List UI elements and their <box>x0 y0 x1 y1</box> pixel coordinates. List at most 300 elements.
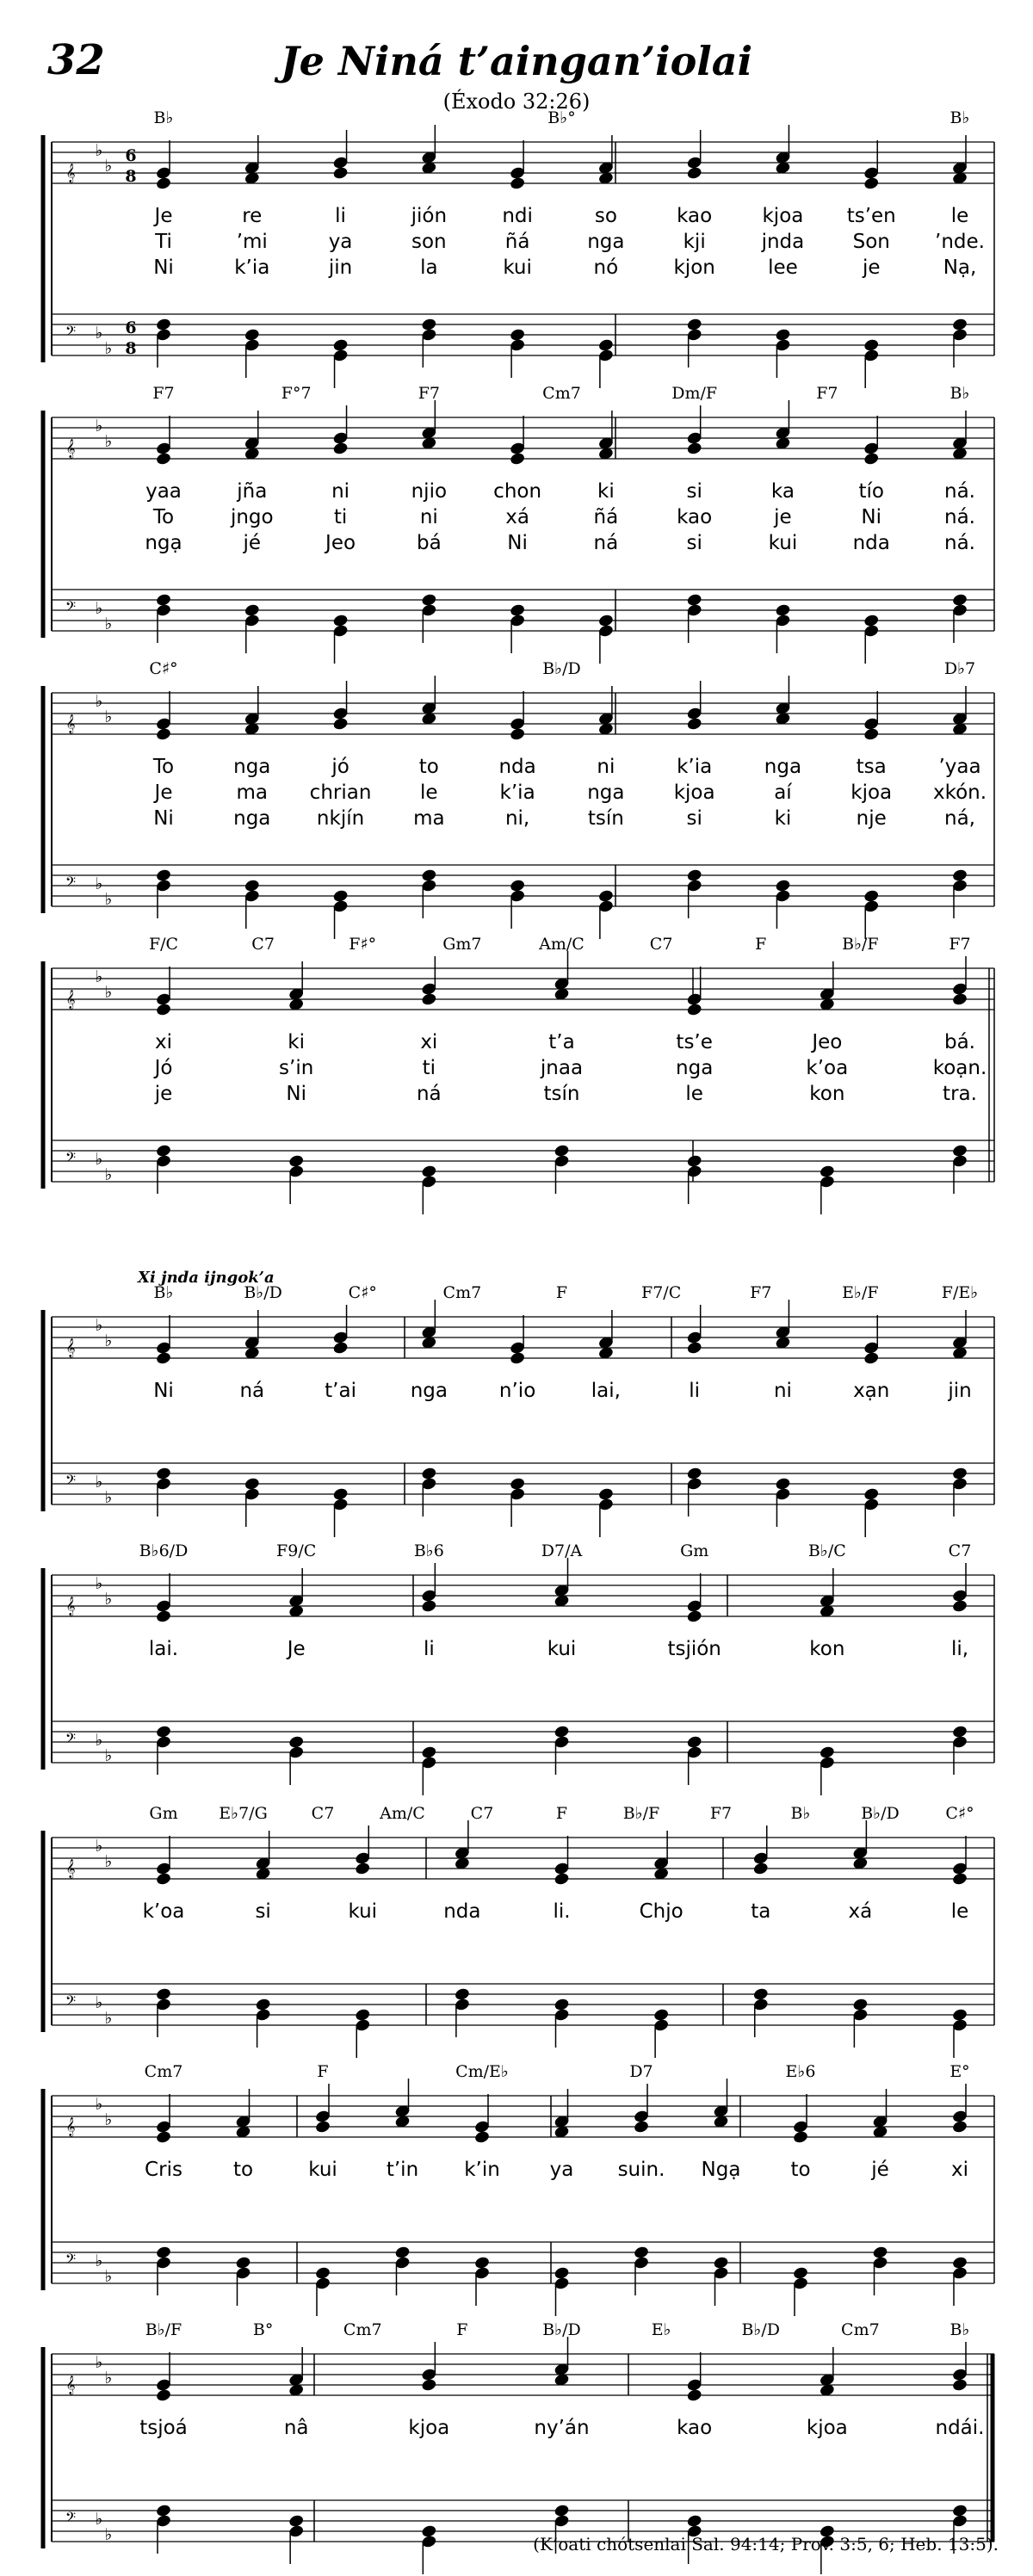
treble-note <box>951 992 968 1007</box>
treble-clef: 𝄞 <box>65 1338 76 1357</box>
flat-sign: ♭ <box>95 1316 103 1335</box>
flat-sign: ♭ <box>104 2110 113 2129</box>
treble-note <box>421 1599 437 1614</box>
treble-note <box>951 1599 968 1614</box>
treble-note <box>421 2378 437 2393</box>
lyric-syllable: nkjín <box>316 807 365 830</box>
lyric-syllable: ti <box>333 506 348 528</box>
lyric-syllable: nda <box>852 532 890 554</box>
lyric-syllable: nga <box>410 1380 448 1402</box>
lyric-syllable: Son <box>852 231 890 253</box>
flat-sign: ♭ <box>104 1590 113 1609</box>
lyric-syllable: n’io <box>498 1380 536 1402</box>
treble-note <box>332 442 349 456</box>
lyric-syllable: yaa <box>145 480 182 503</box>
lyric-syllable: lai, <box>591 1380 621 1402</box>
chord-symbol: B♭/D <box>542 659 581 678</box>
chord-symbol: F7 <box>152 384 175 403</box>
lyric-syllable: kao <box>677 205 713 227</box>
lyric-syllable: kui <box>348 1900 378 1923</box>
chord-symbol: Am/C <box>380 1804 425 1823</box>
lyric-syllable: To <box>152 756 175 778</box>
lyric-syllable: kao <box>677 506 713 528</box>
flat-sign: ♭ <box>104 1488 113 1507</box>
treble-note <box>951 2120 968 2134</box>
lyric-syllable: t’a <box>548 1031 575 1053</box>
chord-symbol: E♭7/G <box>219 1804 268 1823</box>
lyric-syllable: Jó <box>154 1057 173 1079</box>
flat-sign: ♭ <box>104 2009 113 2028</box>
chord-symbol: B♭ <box>949 108 970 127</box>
lyric-syllable: kji <box>683 231 706 253</box>
lyric-syllable: le <box>950 205 969 227</box>
treble-note <box>155 2388 171 2403</box>
lyric-syllable: Cris <box>145 2159 182 2181</box>
treble-note <box>155 1003 171 1017</box>
flat-sign: ♭ <box>104 707 113 726</box>
chord-symbol: B♭ <box>790 1804 811 1823</box>
lyric-syllable: To <box>152 506 175 528</box>
lyric-syllable: ngạ <box>145 532 182 554</box>
chord-symbol: C♯° <box>945 1804 974 1823</box>
lyric-syllable: jé <box>243 532 262 554</box>
treble-note <box>951 1872 968 1887</box>
lyric-syllable: ná. <box>944 532 975 554</box>
chord-symbol: F9/C <box>276 1541 317 1560</box>
lyric-syllable: li, <box>950 1638 969 1660</box>
bass-clef: 𝄢 <box>65 1150 77 1169</box>
chord-symbol: F <box>555 1804 568 1823</box>
lyric-syllable: ts’en <box>846 205 896 227</box>
lyric-syllable: jin <box>948 1380 972 1402</box>
chord-symbol: F7/C <box>641 1283 682 1302</box>
flat-sign: ♭ <box>104 1331 113 1350</box>
chord-symbol: F♯° <box>349 935 377 954</box>
chord-symbol: C7 <box>311 1804 335 1823</box>
chord-symbol: Gm <box>680 1541 709 1560</box>
flat-sign: ♭ <box>95 967 103 986</box>
lyric-syllable: kon <box>809 1083 845 1105</box>
chord-symbol: F7 <box>418 384 440 403</box>
bass-clef: 𝄢 <box>65 1731 77 1750</box>
treble-note <box>686 1341 702 1356</box>
treble-clef: 𝄞 <box>65 990 76 1009</box>
lyric-syllable: le <box>420 781 438 804</box>
lyric-syllable: le <box>685 1083 703 1105</box>
lyric-syllable: xi <box>950 2159 969 2181</box>
lyric-syllable: ná, <box>944 807 975 830</box>
flat-sign: ♭ <box>104 890 113 909</box>
flat-sign: ♭ <box>95 692 103 711</box>
lyric-syllable: la <box>420 256 438 279</box>
chord-symbol: Cm7 <box>442 1283 482 1302</box>
lyric-syllable: nga <box>587 231 625 253</box>
lyric-syllable: xi <box>154 1031 173 1053</box>
flat-sign: ♭ <box>95 141 103 160</box>
treble-note <box>951 2378 968 2393</box>
hymn-title: Je Niná t’aingan’iolai <box>280 38 753 84</box>
chord-symbol: C7 <box>470 1804 494 1823</box>
lyric-syllable: kjoa <box>806 2417 848 2439</box>
lyric-syllable: li. <box>553 1900 571 1923</box>
lyric-syllable: jnda <box>761 231 805 253</box>
treble-note <box>155 176 171 191</box>
lyric-syllable: si <box>686 480 702 503</box>
lyric-syllable: xá <box>848 1900 873 1923</box>
bass-clef: 𝄢 <box>65 1473 77 1492</box>
lyric-syllable: kjon <box>673 256 715 279</box>
chord-symbol: C♯° <box>348 1283 377 1302</box>
lyric-syllable: aí <box>774 781 792 804</box>
lyric-syllable: ny’án <box>534 2417 590 2439</box>
flat-sign: ♭ <box>104 1746 113 1765</box>
lyric-syllable: Chjo <box>639 1900 684 1923</box>
chord-symbol: F <box>456 2320 468 2339</box>
lyric-syllable: Ti <box>155 231 172 253</box>
lyric-syllable: Ni <box>153 1380 174 1402</box>
chord-symbol: F7 <box>709 1804 733 1823</box>
chord-symbol: B♭/F <box>622 1804 660 1823</box>
lyric-syllable: nó <box>593 256 619 279</box>
flat-sign: ♭ <box>95 1731 103 1750</box>
chord-symbol: B♭ <box>949 2320 970 2339</box>
lyric-syllable: chon <box>493 480 542 503</box>
flat-sign: ♭ <box>95 324 103 343</box>
lyric-syllable: to <box>418 756 439 778</box>
lyric-syllable: nga <box>764 756 802 778</box>
flat-sign: ♭ <box>104 983 113 1002</box>
lyric-syllable: koạn. <box>932 1057 987 1079</box>
treble-clef: 𝄞 <box>65 439 76 458</box>
chord-symbol: C7 <box>649 935 673 954</box>
chord-symbol: Cm7 <box>542 384 581 403</box>
treble-note <box>155 1351 171 1366</box>
lyric-syllable: tío <box>858 480 884 503</box>
flat-sign: ♭ <box>95 1473 103 1492</box>
chord-symbol: F7 <box>949 935 971 954</box>
lyric-syllable: s’in <box>279 1057 314 1079</box>
lyric-syllable: bá. <box>943 1031 976 1053</box>
flat-sign: ♭ <box>104 339 113 358</box>
lyric-syllable: kao <box>677 2417 713 2439</box>
treble-note <box>473 2130 490 2145</box>
chord-symbol: B♭/F <box>145 2320 182 2339</box>
chord-symbol: F <box>555 1283 568 1302</box>
flat-sign: ♭ <box>95 417 103 436</box>
lyric-syllable: to <box>790 2159 811 2181</box>
treble-clef: 𝄞 <box>65 1859 76 1878</box>
lyric-syllable: xá <box>505 506 529 528</box>
lyric-syllable: kjoa <box>851 781 893 804</box>
chord-symbol: B♭/D <box>741 2320 781 2339</box>
lyric-syllable: xkón. <box>932 781 987 804</box>
lyric-syllable: jó <box>331 756 349 778</box>
chord-symbol: B♭/C <box>807 1541 846 1560</box>
lyric-syllable: nda <box>498 756 536 778</box>
lyric-syllable: kui <box>503 256 532 279</box>
chord-symbol: D7/A <box>541 1541 583 1560</box>
treble-note <box>863 176 880 191</box>
flat-sign: ♭ <box>95 874 103 893</box>
treble-note <box>155 452 171 466</box>
chord-symbol: B♭ <box>949 384 970 403</box>
lyric-syllable: ni <box>331 480 350 503</box>
treble-note <box>155 1872 171 1887</box>
chord-symbol: B♭/D <box>244 1283 282 1302</box>
lyric-syllable: kui <box>547 1638 577 1660</box>
lyric-syllable: k’oa <box>806 1057 849 1079</box>
lyric-syllable: si <box>686 532 702 554</box>
lyric-syllable: Ni <box>507 532 528 554</box>
lyric-syllable: ná <box>593 532 619 554</box>
lyric-syllable: je <box>862 256 881 279</box>
lyric-syllable: ki <box>597 480 615 503</box>
lyric-syllable: tra. <box>943 1083 977 1105</box>
treble-note <box>510 176 526 191</box>
section-label: Xi jnda ijngok’a <box>138 1269 275 1287</box>
lyric-syllable: nda <box>443 1900 481 1923</box>
treble-note <box>332 1341 349 1356</box>
chord-symbol: Gm <box>149 1804 178 1823</box>
lyric-syllable: ñá <box>504 231 530 253</box>
lyric-syllable: lee <box>768 256 798 279</box>
chord-symbol: Gm7 <box>442 935 482 954</box>
lyric-syllable: nje <box>856 807 887 830</box>
chord-symbol: Dm/F <box>671 384 718 403</box>
lyric-syllable: ni, <box>504 807 530 830</box>
lyric-syllable: re <box>242 205 263 227</box>
flat-sign: ♭ <box>104 2267 113 2286</box>
chord-symbol: Cm/E♭ <box>455 2062 509 2081</box>
chord-symbol: F7 <box>816 384 838 403</box>
lyric-syllable: kui <box>768 532 798 554</box>
lyric-syllable: nga <box>587 781 625 804</box>
lyric-syllable: Ni <box>861 506 882 528</box>
lyric-syllable: ná <box>239 1380 265 1402</box>
time-signature-top: 6 <box>125 318 137 337</box>
chord-symbol: F°7 <box>281 384 312 403</box>
lyric-syllable: ndái. <box>935 2417 985 2439</box>
treble-note <box>155 2130 171 2145</box>
hymn-number: 32 <box>47 36 105 84</box>
lyric-syllable: kjoa <box>762 205 804 227</box>
lyric-syllable: tsín <box>543 1083 580 1105</box>
lyric-syllable: xi <box>420 1031 438 1053</box>
lyric-syllable: ná. <box>944 480 975 503</box>
treble-note <box>332 717 349 732</box>
lyric-syllable: Ni <box>286 1083 306 1105</box>
lyric-syllable: Ngạ <box>701 2159 741 2181</box>
lyric-syllable: je <box>774 506 792 528</box>
flat-sign: ♭ <box>95 2353 103 2372</box>
lyric-syllable: ki <box>288 1031 306 1053</box>
lyric-syllable: xạn <box>853 1380 890 1402</box>
lyric-syllable: kon <box>809 1638 845 1660</box>
treble-note <box>314 2120 331 2134</box>
lyric-syllable: Jeo <box>812 1031 843 1053</box>
chord-symbol: B♭6/D <box>139 1541 189 1560</box>
chord-symbol: B♭° <box>547 108 576 127</box>
lyric-syllable: nâ <box>283 2417 309 2439</box>
lyric-syllable: bá <box>416 532 442 554</box>
lyric-syllable: suin. <box>617 2159 665 2181</box>
lyric-syllable: ñá <box>593 506 619 528</box>
chord-symbol: F <box>317 2062 329 2081</box>
treble-note <box>633 2120 649 2134</box>
chord-symbol: E° <box>949 2062 970 2081</box>
lyric-syllable: nga <box>233 807 271 830</box>
lyric-syllable: k’ia <box>677 756 713 778</box>
lyric-syllable: ti <box>422 1057 436 1079</box>
chord-symbol: Am/C <box>539 935 585 954</box>
treble-clef: 𝄞 <box>65 2375 76 2394</box>
chord-symbol: C7 <box>948 1541 972 1560</box>
flat-sign: ♭ <box>95 2095 103 2114</box>
flat-sign: ♭ <box>95 1150 103 1169</box>
time-signature-top: 6 <box>125 146 137 165</box>
treble-note <box>792 2130 808 2145</box>
lyric-syllable: ki <box>774 807 792 830</box>
treble-note <box>155 1609 171 1624</box>
treble-note <box>510 1351 526 1366</box>
lyric-syllable: si <box>255 1900 271 1923</box>
treble-note <box>686 442 702 456</box>
treble-note <box>686 717 702 732</box>
lyric-syllable: Je <box>154 781 173 804</box>
treble-clef: 𝄞 <box>65 164 76 182</box>
lyric-syllable: son <box>411 231 447 253</box>
scripture-reference: (Éxodo 32:26) <box>442 90 591 114</box>
lyric-syllable: lai. <box>148 1638 179 1660</box>
lyric-syllable: nga <box>676 1057 714 1079</box>
lyric-syllable: ya <box>549 2159 574 2181</box>
lyric-syllable: ná <box>416 1083 442 1105</box>
lyric-syllable: jin <box>328 256 353 279</box>
lyric-syllable: ni <box>597 756 615 778</box>
treble-note <box>863 452 880 466</box>
lyric-syllable: chrian <box>309 781 372 804</box>
lyric-syllable: kui <box>308 2159 337 2181</box>
lyric-syllable: jña <box>237 480 268 503</box>
bass-clef: 𝄢 <box>65 1993 77 2012</box>
lyric-syllable: Je <box>287 1638 306 1660</box>
treble-note <box>332 166 349 181</box>
lyric-syllable: jnaa <box>540 1057 584 1079</box>
chord-symbol: Cm7 <box>343 2320 382 2339</box>
lyric-syllable: k’oa <box>142 1900 185 1923</box>
flat-sign: ♭ <box>104 2369 113 2388</box>
chord-symbol: B♭/F <box>842 935 879 954</box>
flat-sign: ♭ <box>95 2510 103 2529</box>
treble-note <box>155 727 171 742</box>
lyric-syllable: tsín <box>587 807 624 830</box>
lyric-syllable: Jeo <box>325 532 356 554</box>
lyric-syllable: kjoa <box>673 781 715 804</box>
lyric-syllable: ma <box>413 807 445 830</box>
lyric-syllable: ’nde. <box>935 231 985 253</box>
chord-symbol: Cm7 <box>144 2062 183 2081</box>
chord-symbol: F/E♭ <box>941 1283 979 1302</box>
bass-clef: 𝄢 <box>65 874 77 893</box>
chord-symbol: B♭ <box>153 1283 174 1302</box>
chord-symbol: B♭/D <box>542 2320 581 2339</box>
lyric-syllable: si <box>686 807 702 830</box>
lyric-syllable: k’in <box>464 2159 500 2181</box>
lyric-syllable: ts’e <box>676 1031 713 1053</box>
bass-clef: 𝄢 <box>65 324 77 343</box>
lyric-syllable: jión <box>411 205 448 227</box>
lyric-syllable: ná. <box>944 506 975 528</box>
lyric-syllable: tsa <box>856 756 887 778</box>
flat-sign: ♭ <box>104 432 113 451</box>
treble-clef: 𝄞 <box>65 1597 76 1615</box>
chord-symbol: D♭7 <box>943 659 976 678</box>
treble-note <box>355 1862 371 1876</box>
treble-note <box>686 1003 702 1017</box>
lyric-syllable: Je <box>154 205 173 227</box>
treble-note <box>510 452 526 466</box>
chord-symbol: E♭6 <box>785 2062 816 2081</box>
lyric-syllable: tsjoá <box>139 2417 188 2439</box>
lyric-syllable: ta <box>751 1900 771 1923</box>
lyric-syllable: jé <box>871 2159 889 2181</box>
flat-sign: ♭ <box>95 1993 103 2012</box>
lyric-syllable: to <box>232 2159 254 2181</box>
chord-symbol: F7 <box>750 1283 772 1302</box>
treble-clef: 𝄞 <box>65 2117 76 2136</box>
lyric-syllable: ya <box>328 231 353 253</box>
treble-note <box>863 1351 880 1366</box>
chord-symbol: D7 <box>629 2062 653 2081</box>
flat-sign: ♭ <box>104 615 113 633</box>
treble-note <box>863 727 880 742</box>
lyric-syllable: je <box>154 1083 173 1105</box>
lyric-syllable: nga <box>233 756 271 778</box>
bass-clef: 𝄢 <box>65 599 77 618</box>
chord-symbol: F/C <box>148 935 179 954</box>
flat-sign: ♭ <box>95 1837 103 1856</box>
lyric-syllable: k’ia <box>499 781 535 804</box>
treble-note <box>686 166 702 181</box>
treble-note <box>752 1862 769 1876</box>
chord-symbol: E♭/F <box>842 1283 879 1302</box>
flat-sign: ♭ <box>104 157 113 176</box>
bass-clef: 𝄢 <box>65 2510 77 2529</box>
lyric-syllable: tsjión <box>667 1638 721 1660</box>
treble-note <box>554 1872 570 1887</box>
lyric-syllable: njio <box>411 480 448 503</box>
lyric-syllable: jngo <box>230 506 274 528</box>
chord-symbol: B♭/D <box>861 1804 900 1823</box>
lyric-syllable: ka <box>770 480 795 503</box>
flat-sign: ♭ <box>95 1574 103 1593</box>
lyric-syllable: k’ia <box>234 256 270 279</box>
chord-symbol: B♭ <box>153 108 174 127</box>
treble-note <box>510 727 526 742</box>
treble-note <box>686 2388 702 2403</box>
chord-symbol: C♯° <box>149 659 178 678</box>
lyric-syllable: kjoa <box>408 2417 450 2439</box>
lyric-syllable: Ni <box>153 807 174 830</box>
lyric-syllable: Nạ, <box>943 256 977 279</box>
treble-clef: 𝄞 <box>65 714 76 733</box>
flat-sign: ♭ <box>104 2525 113 2544</box>
footer-references: (K’oati chótsenlai Sal. 94:14; Prov. 3:5, 6; Heb. 13:5). <box>533 2534 999 2554</box>
lyric-syllable: so <box>594 205 617 227</box>
lyric-syllable: Ni <box>153 256 174 279</box>
lyric-syllable: ma <box>236 781 269 804</box>
chord-symbol: C7 <box>251 935 275 954</box>
